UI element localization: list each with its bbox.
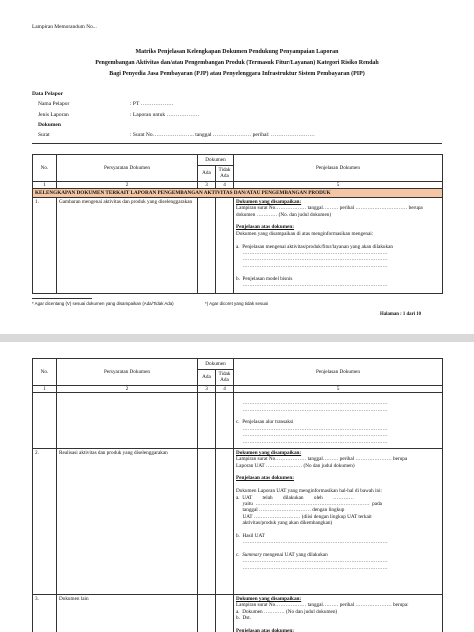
column-number: 2 — [57, 385, 198, 392]
column-number: 4 — [216, 385, 234, 392]
row-number: 2. — [33, 448, 57, 594]
requirement-text: Realisasi aktivitas dan produk yang diselenggarakan — [57, 448, 198, 594]
table-row — [33, 594, 443, 632]
tidak-ada-checkbox-cell — [216, 448, 234, 594]
page-number: Halaman : 1 dari 10 — [380, 312, 422, 317]
data-pelapor-heading: Data Pelapor — [32, 91, 64, 97]
header-persyaratan: Persyaratan Dokumen — [57, 359, 198, 386]
explanation-line: c. Penjelasan alur transaksi — [236, 419, 294, 426]
header-persyaratan: Persyaratan Dokumen — [57, 155, 198, 182]
explanation-cell — [234, 448, 443, 594]
divider — [32, 143, 442, 144]
title-line-2: Pengembangan Aktivitas dan/atau Pengembangan Produk (Termasuk Fitur/Layanan) Kategori Risiko Rendah — [95, 60, 379, 66]
document-page-2 — [0, 342, 474, 632]
ada-checkbox-cell — [198, 197, 216, 293]
document-table-page-2 — [32, 358, 443, 632]
explanation-line: Lampiran surat No……………… tanggal……… perihal ………………… berupa: — [236, 602, 409, 609]
explanation-line: Penjelasan atas dokumen: — [236, 475, 294, 482]
row-number: 3. — [33, 594, 57, 632]
explanation-line: ………………………………………………………………………… — [236, 438, 388, 445]
header-penjelasan: Penjelasan Dokumen — [234, 155, 443, 182]
header-dokumen: Dokumen — [198, 155, 234, 166]
explanation-line: ………………………………………………………………………… — [236, 539, 388, 546]
explanation-line: b. Penjelasan model bisnis — [236, 275, 293, 282]
column-number: 2 — [57, 181, 198, 188]
table-row — [33, 197, 443, 293]
explanation-line: dokumen ………… (No. dan judul dokumen) — [236, 211, 332, 218]
column-number: 1 — [33, 181, 57, 188]
explanation-line: ………………………………………………………………………… — [236, 249, 388, 256]
explanation-line: ………………………………………………………………………… — [236, 432, 388, 439]
explanation-line: ………………………………………………………………………… — [236, 262, 388, 269]
surat-label: Surat — [38, 132, 50, 138]
surat-value: : Surat No………………….. tanggal ………………… perihal: …………………… — [130, 132, 315, 138]
row-number: 1. — [33, 197, 57, 293]
header-ada: Ada — [198, 166, 216, 182]
ada-checkbox-cell — [198, 392, 216, 448]
explanation-line: UAT ……………………… (diisi dengan lingkup UAT terkait — [236, 513, 372, 520]
ada-checkbox-cell — [198, 448, 216, 594]
memorandum-header: Lampiran Memorandum No... — [32, 24, 97, 30]
header-penjelasan: Penjelasan Dokumen — [234, 359, 443, 386]
explanation-line: a. UAT telah dilakukan oleh ………… — [236, 494, 354, 501]
footnote-checkbox: * Agar dicentang (V) sesuai dokumen yang disampaikan (Ada/Tidak Ada) — [32, 301, 174, 306]
nama-pelapor-value: : PT ……………… — [130, 101, 174, 107]
column-number: 5 — [234, 385, 443, 392]
footnote-strike: *) Agar dicoret yang tidak sesuai — [205, 301, 268, 306]
tidak-ada-checkbox-cell — [216, 594, 234, 632]
jenis-laporan-value: : Laporan untuk ……………… — [130, 112, 200, 118]
explanation-line: ………………………………………………………………………… — [236, 400, 388, 407]
table-row — [33, 448, 443, 594]
explanation-line: ………………………………………………………………………… — [236, 558, 388, 565]
column-number: 3 — [198, 385, 216, 392]
explanation-line: Dokumen yang disampaikan di atas menginformasikan mengenai: — [236, 230, 374, 237]
document-table-page-1 — [32, 154, 443, 294]
header-ada: Ada — [198, 370, 216, 386]
explanation-line: ………………………………………………………………………… — [236, 256, 388, 263]
explanation-cell — [234, 594, 443, 632]
explanation-line: b. Hasil UAT — [236, 532, 265, 539]
header-no: No. — [33, 155, 57, 182]
column-number: 3 — [198, 181, 216, 188]
nama-pelapor-label: Nama Pelapor — [38, 101, 70, 107]
explanation-line: ………………………………………………………………………… — [236, 406, 388, 413]
explanation-line: Lampiran surat No……………… tanggal……… perihal ………………… berupa — [236, 456, 408, 463]
header-tidak-ada: Tidak Ada — [216, 166, 234, 182]
explanation-line: a. Dokumen ………… (No dan judul dokumen) — [236, 608, 338, 615]
requirement-text — [57, 392, 198, 448]
explanation-line: ………………………………………………………………………… — [236, 425, 388, 432]
explanation-line: Lampiran surat No……………… tanggal……… perihal ………………………… berupa — [236, 205, 423, 212]
explanation-line: Penjelasan atas dokumen: — [236, 224, 294, 231]
explanation-line: Dokumen yang disampaikan: — [236, 449, 302, 456]
explanation-line: Dokumen yang disampaikan: — [236, 198, 302, 205]
explanation-line: aktivitas/produk yang akan dikembangkan) — [236, 520, 333, 527]
jenis-laporan-label: Jenis Laporan — [38, 112, 69, 118]
row-number — [33, 392, 57, 448]
header-dokumen: Dokumen — [198, 359, 234, 370]
explanation-line: yaitu ………………………………………………………… pada — [236, 500, 382, 507]
title-line-1: Matriks Penjelasan Kelengkapan Dokumen Pendukung Penyampaian Laporan — [135, 49, 339, 55]
column-number: 4 — [216, 181, 234, 188]
table-row — [33, 392, 443, 448]
explanation-line: ………………………………………………………………………… — [236, 281, 388, 288]
section-heading: KELENGKAPAN DOKUMEN TERKAIT LAPORAN PENGEMBANGAN AKTIVITAS DAN/ATAU PENGEMBANGAN PRODUK — [33, 188, 443, 197]
footnote-divider — [32, 298, 92, 299]
explanation-line: Dokumen Laporan UAT yang menginformasikan hal-hal di bawah ini: — [236, 488, 382, 495]
explanation-cell — [234, 197, 443, 293]
dokumen-heading: Dokumen — [38, 122, 61, 128]
tidak-ada-checkbox-cell — [216, 392, 234, 448]
requirement-text: Gambaran mengenai aktivitas dan produk yang diselenggarakan — [57, 197, 198, 293]
explanation-line: c. Summary mengenai UAT yang dilakukan — [236, 552, 328, 559]
ada-checkbox-cell — [198, 594, 216, 632]
header-no: No. — [33, 359, 57, 386]
explanation-line: ………………………………………………………………………… — [236, 564, 388, 571]
explanation-line: a. Penjelasan mengenai aktivitas/produk/fitur/layanan yang akan dilakukan — [236, 243, 394, 250]
explanation-line: b. Dst. — [236, 614, 251, 621]
tidak-ada-checkbox-cell — [216, 197, 234, 293]
explanation-line: tanggal ………………………… dengan lingkup — [236, 507, 345, 514]
requirement-text: Dokumen lain — [57, 594, 198, 632]
explanation-line: Laporan UAT ………………… (No dan judul dokumen) — [236, 462, 355, 469]
explanation-line: Dokumen yang disampaikan: — [236, 595, 302, 602]
column-number: 1 — [33, 385, 57, 392]
header-tidak-ada: Tidak Ada — [216, 370, 234, 386]
column-number: 5 — [234, 181, 443, 188]
explanation-cell — [234, 392, 443, 448]
title-line-3: Bagi Penyedia Jasa Pembayaran (PJP) atau Penyelenggara Infrastruktur Sistem Pembayaran (PIP) — [109, 71, 365, 77]
explanation-line: Penjelasan atas dokumen: — [236, 627, 294, 632]
